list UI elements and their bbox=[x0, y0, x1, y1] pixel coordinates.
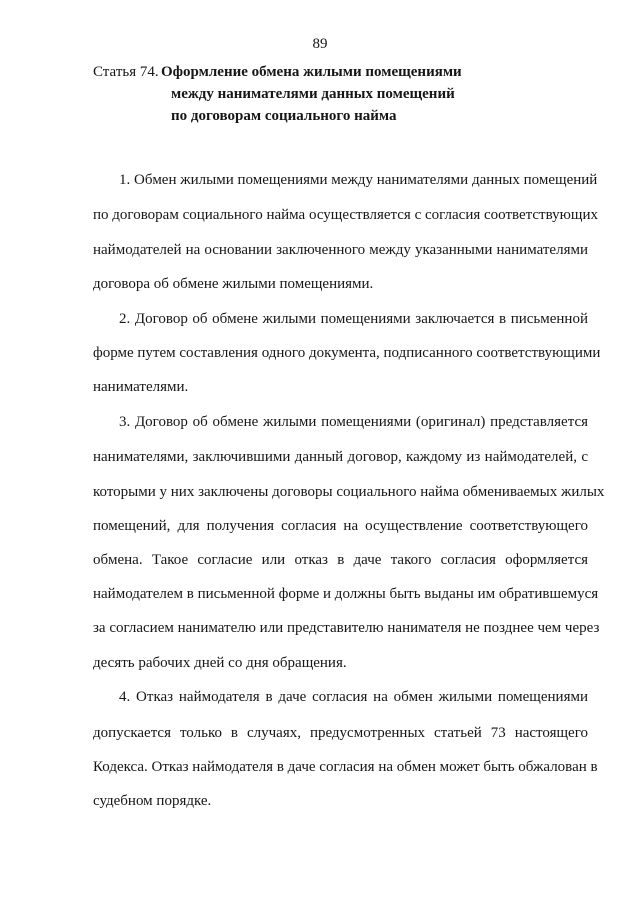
article-title-line: между нанимателями данных помещений bbox=[171, 86, 455, 102]
paragraph-3-line: десять рабочих дней со дня обращения. bbox=[93, 655, 347, 671]
paragraph-3-line: которыми у них заключены договоры социального найма обмениваемых жилых bbox=[93, 484, 605, 500]
paragraph-4-line: 4. Отказ наймодателя в даче согласия на обмен жилыми помещениями bbox=[119, 689, 588, 705]
paragraph-4-line: допускается только в случаях, предусмотренных статьей 73 настоящего bbox=[93, 725, 588, 741]
article-header bbox=[93, 61, 462, 127]
paragraph-1-line: по договорам социального найма осуществляется с согласия соответствующих bbox=[93, 207, 598, 223]
paragraph-4-line: судебном порядке. bbox=[93, 793, 212, 809]
article-title bbox=[161, 61, 462, 127]
paragraph-3-line: наймодателем в письменной форме и должны быть выданы им обратившемуся bbox=[93, 586, 599, 602]
paragraph-2-line: нанимателями. bbox=[93, 379, 189, 395]
paragraph-3-line: нанимателями, заключившими данный договор, каждому из наймодателей, с bbox=[93, 449, 588, 465]
paragraph-2-line: форме путем составления одного документа, подписанного соответствующими bbox=[93, 345, 601, 361]
article-label: Статья 74. bbox=[93, 64, 159, 80]
paragraph-3-line: 3. Договор об обмене жилыми помещениями (оригинал) представляется bbox=[119, 414, 588, 430]
page-number: 89 bbox=[312, 36, 328, 52]
paragraph-1-line: договора об обмене жилыми помещениями. bbox=[93, 276, 374, 292]
paragraph-3-line: помещений, для получения согласия на осуществление соответствующего bbox=[93, 518, 588, 534]
paragraph-3-line: за согласием нанимателю или представителю нанимателя не позднее чем через bbox=[93, 620, 600, 636]
paragraph-1-line: наймодателей на основании заключенного между указанными нанимателями bbox=[93, 242, 588, 258]
paragraph-1-line: 1. Обмен жилыми помещениями между нанимателями данных помещений bbox=[119, 172, 598, 188]
article-title-line: Оформление обмена жилыми помещениями bbox=[161, 64, 462, 80]
paragraph-2-line: 2. Договор об обмене жилыми помещениями заключается в письменной bbox=[119, 311, 588, 327]
article-title-line: по договорам социального найма bbox=[171, 108, 397, 124]
paragraph-4-line: Кодекса. Отказ наймодателя в даче согласия на обмен может быть обжалован в bbox=[93, 759, 598, 775]
paragraph-3-line: обмена. Такое согласие или отказ в даче такого согласия оформляется bbox=[93, 552, 588, 568]
